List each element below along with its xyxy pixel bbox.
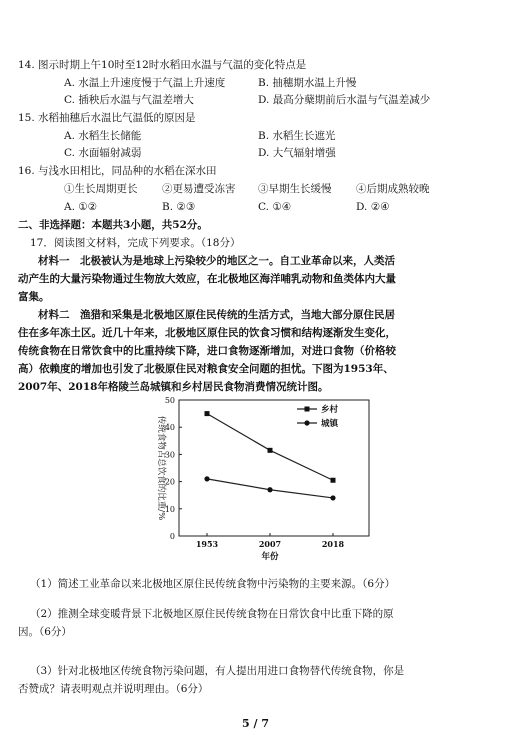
q16-option-c-text: ①④ [272,201,292,213]
q15-option-d-text: 大气辐射增强 [272,147,336,159]
q16-statement-4: ④后期成熟较晚 [356,183,430,195]
q14-number: 14. [18,59,35,71]
q16-statement-3: ③早期生长缓慢 [258,183,332,195]
legend-label-0: 乡村 [321,405,339,415]
q16-option-b [162,200,195,214]
y-tick-label: 20 [164,477,175,487]
q15-option-b-key: B. [258,130,270,142]
q14-option-d-text: 最高分蘖期前后水温与气温差减少 [272,94,431,106]
q15-option-c [64,146,141,160]
section-heading: 二、非选择题：本题共3小题，共52分。 [18,219,208,231]
legend-label-1: 城镇 [321,419,339,429]
q16-number: 16. [18,165,35,177]
q17-sub2-line-1: （2）推测全球变暖背景下北极地区原住民传统食物在日常饮食中比重下降的原 [30,608,394,620]
q17-intro: 17．阅读图文材料，完成下列要求。（18分） [30,237,241,249]
y-tick-label: 40 [164,423,175,433]
q14-option-b-text: 抽穗期水温上升慢 [272,77,357,89]
q16-statement-1: ①生长周期更长 [64,183,138,195]
x-tick-label: 2018 [321,539,345,549]
q14-option-d [258,93,430,107]
q16-option-c [258,200,291,214]
q16-option-b-key: B. [162,201,174,213]
y-tick-label: 0 [169,532,175,541]
material-2-line-5: 2007年、2018年格陵兰岛城镇和乡村居民食物消费情况统计图。 [18,381,329,393]
legend-marker-square [305,407,310,412]
q14-option-c [64,93,194,107]
chart-legend [297,404,339,429]
plot-frame [179,400,369,536]
q14-option-c-key: C. [64,94,75,106]
q14-option-b-key: B. [258,77,270,89]
q16-option-b-text: ②③ [176,201,196,213]
q15-option-b-text: 水稻生长遮光 [272,130,336,142]
material-1-line-1: 材料一 北极被认为是地球上污染较少的地区之一。自工业革命以来，人类活 [38,255,395,267]
data-point-circle [267,487,272,492]
q14-option-d-key: D. [258,94,270,106]
q17-sub2-line-2: 因。（6分） [18,626,72,638]
q16-option-a-key: A. [64,201,75,213]
q16-statement-2: ②更易遭受冻害 [162,183,236,195]
x-tick-label: 2007 [258,539,282,549]
q15-stem-text: 水稻抽穗后水温比气温低的原因是 [38,112,196,124]
q16-option-a-text: ①② [78,201,98,213]
q16-option-d-key: D. [356,201,368,213]
q14-stem [18,58,306,72]
page-number: 5 / 7 [242,717,269,730]
material-1-line-3: 富集。 [18,291,50,303]
q15-option-a [64,129,141,143]
q14-stem-text: 图示时期上午10时至12时水稻田水温与气温的变化特点是 [38,59,307,71]
material-2-line-2: 住在多年冻土区。近几十年来，北极地区原住民的饮食习惯和结构逐渐发生变化， [18,327,396,339]
q16-stem-text: 与浅水田相比，同品种的水稻在深水田 [38,165,217,177]
food-consumption-chart [147,393,387,563]
q17-sub3-line-2: 否赞成？请表明观点并说明理由。（6分） [18,683,209,695]
q14-option-a-text: 水温上升速度慢于气温上升速度 [78,77,226,89]
q16-option-d [356,200,390,214]
material-1-line-2: 动产生的大量污染物通过生物放大效应，在北极地区海洋哺乳动物和鱼类体内大量 [18,273,396,285]
y-tick-label: 10 [164,504,175,514]
q15-option-a-text: 水稻生长储能 [78,130,142,142]
data-point-square [331,478,336,483]
q16-option-c-key: C. [258,201,269,213]
data-point-circle [330,495,335,500]
q15-stem [18,111,196,125]
x-axis-label: 年份 [261,552,279,562]
q15-option-d [258,146,336,160]
q15-option-a-key: A. [64,130,75,142]
q15-option-b [258,129,335,143]
q15-number: 15. [18,112,35,124]
q16-option-d-text: ②④ [370,201,390,213]
q16-stem [18,164,217,178]
q14-option-a [64,76,225,90]
q15-option-d-key: D. [258,147,270,159]
q17-sub3-line-1: （3）针对北极地区传统食物污染问题，有人提出用进口食物替代传统食物，你是 [30,665,405,677]
data-point-circle [204,476,209,481]
y-tick-label: 50 [164,396,175,405]
material-2-line-1: 材料二 渔猎和采集是北极地区原住民传统的生活方式，当地大部分原住民居 [38,309,395,321]
q16-option-a [64,200,97,214]
data-point-square [205,411,210,416]
material-2-line-4: 高）依赖度的增加也引发了北极原住民对粮食安全问题的担忧。下图为1953年、 [18,363,394,375]
q14-option-b [258,76,356,90]
y-axis-label: 传统食物占总饮食的比重/% [156,415,166,521]
y-tick-label: 30 [164,450,175,460]
q14-option-c-text: 插秧后水温与气温差增大 [78,94,194,106]
material-2-line-3: 传统食物在日常饮食中的比重持续下降，进口食物逐渐增加，对进口食物（价格较 [18,345,396,357]
legend-marker-circle [304,420,309,425]
q15-option-c-text: 水面辐射减弱 [78,147,142,159]
q17-sub1: （1）简述工业革命以来北极地区原住民传统食物中污染物的主要来源。（6分） [30,578,396,590]
chart-series [204,411,335,500]
q14-option-a-key: A. [64,77,75,89]
q15-option-c-key: C. [64,147,75,159]
data-point-square [268,448,273,453]
x-tick-label: 1953 [195,539,219,549]
